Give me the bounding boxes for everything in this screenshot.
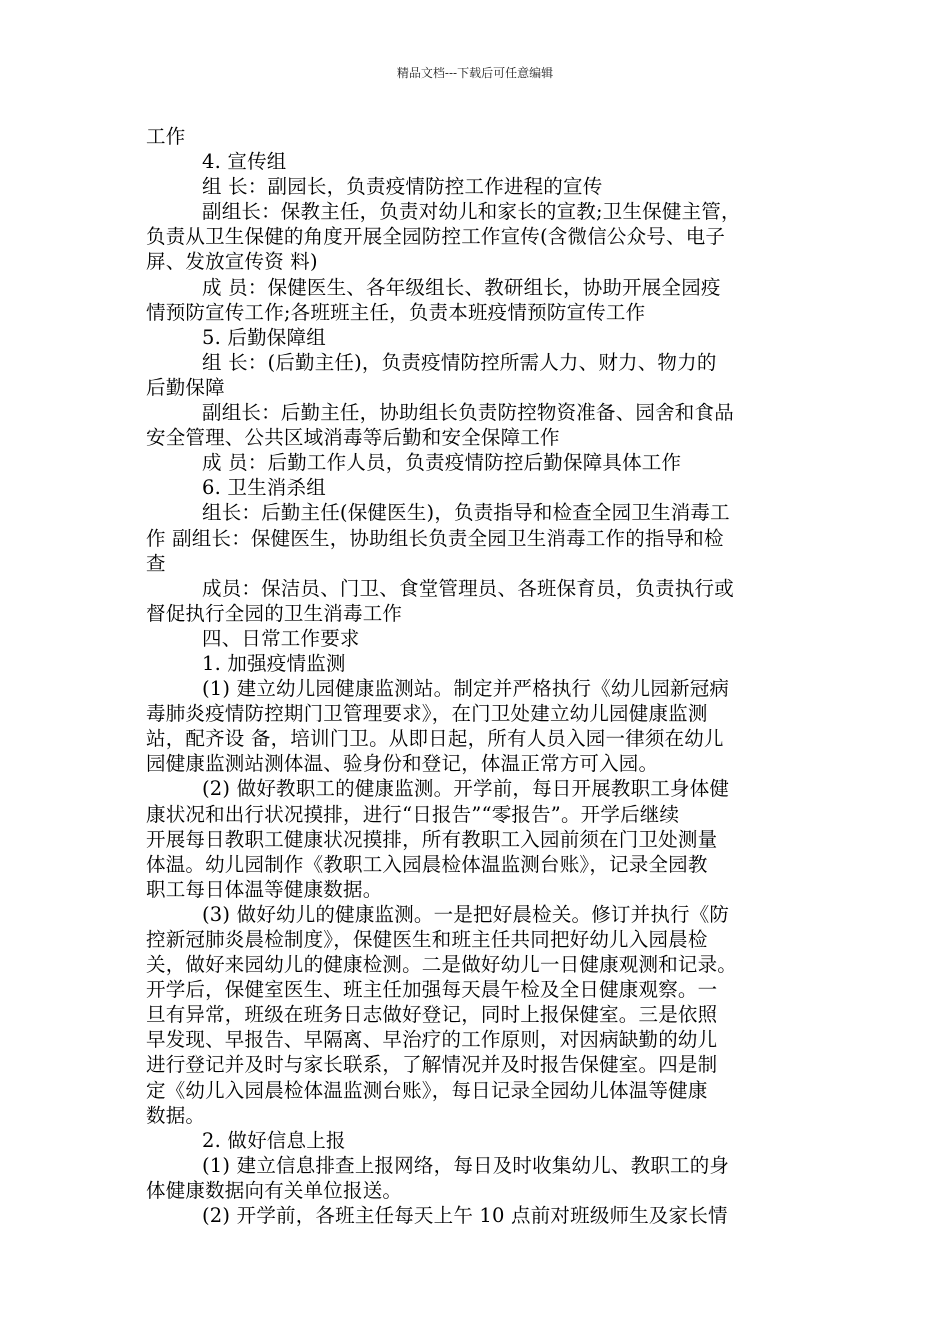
document-line: 康状况和出行状况摸排，进行“日报告”“零报告”。开学后继续 [146,802,680,826]
document-line: 成 员：保健医生、各年级组长、教研组长，协助开展全园疫 [202,275,721,299]
document-line: 开学后，保健室医生、班主任加强每天晨午检及全日健康观察。一 [146,978,718,1002]
document-line: 副组长：保教主任，负责对幼儿和家长的宣教;卫生保健主管， [202,200,741,224]
document-line: 4. 宣传组 [202,150,287,174]
document-line: 2. 做好信息上报 [202,1128,346,1152]
document-line: 职工每日体温等健康数据。 [146,877,383,901]
document-line: 进行登记并及时与家长联系，了解情况并及时报告保健室。四是制 [146,1053,718,1077]
document-line: 旦有异常，班级在班务日志做好登记，同时上报保健室。三是依照 [146,1003,718,1027]
document-line: 毒肺炎疫情防控期门卫管理要求》，在门卫处建立幼儿园健康监测 [146,702,708,726]
document-line: 控新冠肺炎晨检制度》，保健医生和班主任共同把好幼儿入园晨检 [146,928,708,951]
document-line: 5. 后勤保障组 [202,325,326,349]
document-line: 组 长：(后勤主任)，负责疫情防控所需人力、财力、物力的 [202,350,717,374]
document-line: 成 员：后勤工作人员，负责疫情防控后勤保障具体工作 [202,451,682,475]
page-header: 精品文档---下载后可任意编辑 [396,66,554,80]
document-line: 情预防宣传工作;各班班主任，负责本班疫情预防宣传工作 [146,300,646,324]
document-line: 早发现、早报告、早隔离、早治疗的工作原则，对因病缺勤的幼儿 [146,1028,718,1052]
document-line: 组长：后勤主任(保健医生)，负责指导和检查全园卫生消毒工 [202,501,730,525]
document-line: 园健康监测站测体温、验身份和登记，体温正常方可入园。 [146,752,659,776]
document-line: (1) 建立信息排查上报网络，每日及时收集幼儿、教职工的身 [202,1153,730,1177]
document-line: 开展每日教职工健康状况摸排，所有教职工入园前须在门卫处测量 [146,827,718,851]
document-line: 定《幼儿入园晨检体温监测台账》，每日记录全园幼儿体温等健康 [146,1078,708,1102]
document-line: 体温。幼儿园制作《教职工入园晨检体温监测台账》，记录全园教 [146,852,708,876]
document-line: 体健康数据向有关单位报送。 [146,1178,403,1202]
document-line: 督促执行全园的卫生消毒工作 [146,601,403,625]
document-line: 数据。 [146,1103,206,1127]
document-line: 副组长：后勤主任，协助组长负责防控物资准备、园舍和食品 [202,401,734,425]
document-line: 关，做好来园幼儿的健康检测。二是做好幼儿一日健康观测和记录。 [146,953,738,977]
document-body [146,124,810,1228]
document-line: 作 副组长：保健医生，协助组长负责全园卫生消毒工作的指导和检 [146,526,724,550]
document-line: (3) 做好幼儿的健康监测。一是把好晨检关。修订并执行《防 [202,902,730,926]
document-line: (1) 建立幼儿园健康监测站。制定并严格执行《幼儿园新冠病 [202,677,730,701]
document-line: 组 长：副园长，负责疫情防控工作进程的宣传 [202,175,603,199]
document-line: 1. 加强疫情监测 [202,651,346,675]
document-line: 成员：保洁员、门卫、食堂管理员、各班保育员，负责执行或 [202,576,734,600]
document-line: (2) 开学前，各班主任每天上午 10 点前对班级师生及家长情 [202,1204,728,1228]
document-line: 查 [146,551,166,575]
document-line: 安全管理、公共区域消毒等后勤和安全保障工作 [146,426,560,450]
document-line: 工作 [146,125,186,148]
document-line: 站，配齐设 备，培训门卫。从即日起，所有人员入园一律须在幼儿 [146,727,724,751]
document-line: 负责从卫生保健的角度开展全园防控工作宣传(含微信公众号、电子 [146,225,726,249]
document-line: 屏、发放宣传资 料) [146,250,318,274]
document-line: 6. 卫生消杀组 [202,476,326,500]
document-line: 后勤保障 [146,375,225,399]
document-line: (2) 做好教职工的健康监测。开学前，每日开展教职工身体健 [202,777,730,801]
document-line: 四、日常工作要求 [202,626,360,650]
